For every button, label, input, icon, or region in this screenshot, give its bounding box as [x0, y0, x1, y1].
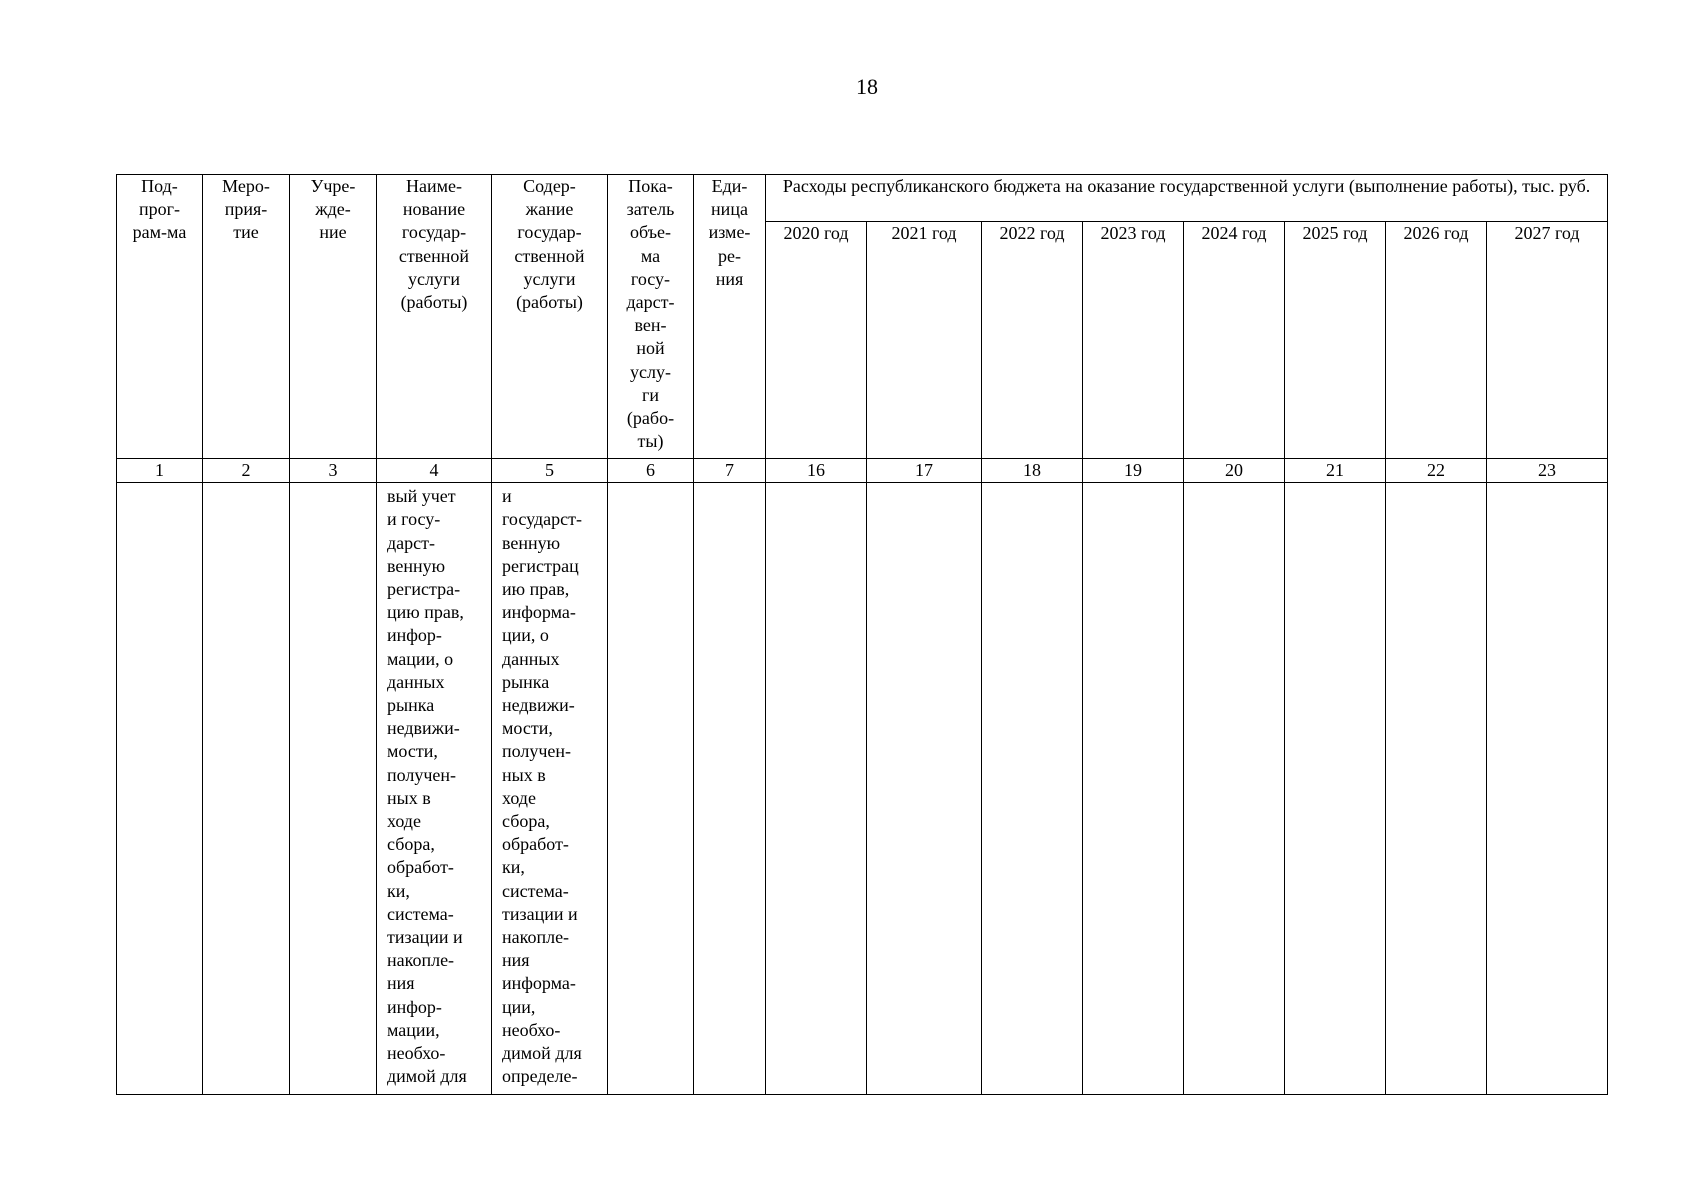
cell-text-line: венную	[387, 555, 446, 576]
cell-text-line: накопле-	[387, 950, 455, 971]
cell-text-line: мации, о	[387, 648, 454, 669]
header-uchrezhdenie	[290, 175, 377, 459]
cell-text-line: ных в	[502, 764, 546, 785]
cell-text-line: госу-	[630, 268, 671, 289]
cell-text-line: государст-	[502, 509, 582, 530]
column-number: 6	[608, 459, 694, 483]
cell-pokazatel	[608, 483, 694, 1095]
cell-text-line: димой для	[387, 1066, 467, 1087]
cell-text-line: данных	[387, 671, 445, 692]
header-soderzhanie	[492, 175, 608, 459]
cell-text-line: вый учет	[387, 486, 456, 507]
header-year-2022: 2022 год	[982, 222, 1083, 459]
cell-text-line: система-	[387, 903, 454, 924]
cell-text-line: получен-	[502, 741, 572, 762]
page-number: 18	[856, 74, 878, 99]
header-year-2024: 2024 год	[1184, 222, 1285, 459]
cell-text-line: информа-	[502, 602, 576, 623]
cell-text-line: услуги	[523, 268, 576, 289]
cell-text-line: накопле-	[502, 927, 570, 948]
cell-text-line: (работы)	[400, 292, 468, 313]
cell-text-line: обработ-	[387, 857, 454, 878]
cell-text-line: инфор-	[387, 996, 442, 1017]
column-number: 2	[203, 459, 290, 483]
cell-text-line: мости,	[502, 718, 553, 739]
cell-text-line: регистрац	[502, 555, 579, 576]
cell-text-line: мости,	[387, 741, 438, 762]
cell-year-2020	[766, 483, 867, 1095]
cell-text-line: тизации и	[387, 927, 463, 948]
column-number: 21	[1285, 459, 1386, 483]
column-number: 7	[694, 459, 766, 483]
cell-text-line: услу-	[630, 361, 671, 382]
cell-year-2024	[1184, 483, 1285, 1095]
cell-text-line: ходе	[502, 787, 536, 808]
header-year-2026: 2026 год	[1386, 222, 1487, 459]
column-number: 5	[492, 459, 608, 483]
cell-text-line: ию прав,	[502, 579, 570, 600]
cell-text-line: ственной	[514, 245, 585, 266]
cell-text-line: определе-	[502, 1066, 578, 1087]
cell-text-line: необхо-	[387, 1043, 446, 1064]
column-number: 1	[117, 459, 203, 483]
cell-text-line: государ-	[401, 222, 467, 243]
cell-text-line: вен-	[634, 315, 667, 336]
cell-text-line: услуги	[408, 268, 460, 289]
cell-year-2021	[867, 483, 982, 1095]
cell-uchrezhdenie	[290, 483, 377, 1095]
cell-text-line: объе-	[629, 222, 671, 243]
header-pokazatel	[608, 175, 694, 459]
cell-text-line: информа-	[502, 973, 576, 994]
cell-text-line: дарст-	[387, 532, 435, 553]
cell-text-line: ния	[715, 268, 744, 289]
cell-soderzhanie	[492, 483, 608, 1095]
cell-text-line: тие	[233, 222, 259, 243]
cell-text-line: ки,	[387, 880, 410, 901]
header-year-2027: 2027 год	[1487, 222, 1608, 459]
cell-text-line: Наиме-	[406, 176, 462, 196]
cell-text-line: ки,	[502, 857, 525, 878]
header-year-2023: 2023 год	[1083, 222, 1184, 459]
cell-year-2025	[1285, 483, 1386, 1095]
cell-text-line: ние	[319, 222, 347, 243]
header-year-2025: 2025 год	[1285, 222, 1386, 459]
cell-text-line: нование	[402, 199, 466, 220]
cell-text-line: (работы)	[516, 292, 583, 313]
header-expenses-title: Расходы республиканского бюджета на оказание государственной услуги (выполнение работы), тыс. руб.	[766, 175, 1608, 222]
cell-text-line: Пока-	[628, 176, 673, 196]
cell-podprogramma	[117, 483, 203, 1095]
cell-text-line: рынка	[502, 671, 550, 692]
cell-text-line: (рабо-	[626, 408, 675, 429]
cell-text-line: ции,	[502, 996, 536, 1017]
cell-text-line: ственной	[398, 245, 470, 266]
cell-text-line: рам-ма	[132, 222, 187, 243]
column-number-row	[117, 459, 1608, 483]
cell-text-line: изме-	[708, 222, 751, 243]
column-number: 23	[1487, 459, 1608, 483]
cell-text-line: димой для	[502, 1043, 582, 1064]
column-number: 19	[1083, 459, 1184, 483]
column-number: 4	[377, 459, 492, 483]
cell-text-line: цию прав,	[387, 602, 464, 623]
cell-meropriyatie	[203, 483, 290, 1095]
cell-text-line: ница	[711, 199, 748, 220]
cell-text-line: получен-	[387, 764, 457, 785]
cell-text-line: Содер-	[523, 176, 576, 196]
cell-text-line: венную	[502, 532, 561, 553]
cell-text-line: ре-	[718, 245, 741, 266]
table-row	[117, 483, 1608, 1095]
cell-text-line: прия-	[224, 199, 268, 220]
cell-text-line: ма	[640, 245, 661, 266]
cell-naimenovanie	[377, 483, 492, 1095]
cell-text-line: необхо-	[502, 1019, 561, 1040]
cell-text-line: регистра-	[387, 579, 461, 600]
cell-text-line: и	[502, 486, 512, 507]
cell-text-line: система-	[502, 880, 569, 901]
cell-text-line: ходе	[387, 811, 421, 832]
cell-text-line: жание	[525, 199, 574, 220]
header-naimenovanie	[377, 175, 492, 459]
cell-text-line: рынка	[387, 695, 435, 716]
cell-text-line: недвижи-	[387, 718, 460, 739]
cell-text-line: Еди-	[711, 176, 748, 196]
cell-text-line: ты)	[637, 431, 664, 452]
cell-text-line: сбора,	[387, 834, 435, 855]
cell-text-line: Меро-	[222, 176, 270, 196]
cell-text-line: обработ-	[502, 834, 569, 855]
column-number: 20	[1184, 459, 1285, 483]
cell-text-line: ги	[641, 384, 659, 405]
column-number: 3	[290, 459, 377, 483]
cell-text-line: Учре-	[310, 176, 356, 196]
cell-text-line: и госу-	[387, 509, 441, 530]
cell-text-line: данных	[502, 648, 560, 669]
cell-text-line: ной	[636, 338, 665, 359]
cell-year-2023	[1083, 483, 1184, 1095]
column-number: 22	[1386, 459, 1487, 483]
cell-text-line: государ-	[517, 222, 582, 243]
header-row-top	[117, 175, 1608, 222]
cell-text-line: жде-	[315, 199, 351, 220]
header-year-2020: 2020 год	[766, 222, 867, 459]
column-number: 16	[766, 459, 867, 483]
cell-text-line: мации,	[387, 1019, 440, 1040]
cell-year-2027	[1487, 483, 1608, 1095]
cell-year-2022	[982, 483, 1083, 1095]
budget-table	[116, 174, 1608, 1095]
cell-text-line: ния	[502, 950, 530, 971]
header-year-2021: 2021 год	[867, 222, 982, 459]
cell-year-2026	[1386, 483, 1487, 1095]
cell-text-line: ных в	[387, 787, 431, 808]
cell-text-line: Под-	[141, 176, 178, 196]
cell-text-line: тизации и	[502, 903, 578, 924]
header-podprogramma	[117, 175, 203, 459]
column-number: 17	[867, 459, 982, 483]
column-number: 18	[982, 459, 1083, 483]
header-edinitsa	[694, 175, 766, 459]
cell-text-line: сбора,	[502, 811, 550, 832]
cell-text-line: инфор-	[387, 625, 442, 646]
header-meropriyatie	[203, 175, 290, 459]
cell-text-line: ния	[387, 973, 415, 994]
cell-text-line: затель	[626, 199, 675, 220]
cell-text-line: дарст-	[626, 292, 675, 313]
cell-edinitsa	[694, 483, 766, 1095]
cell-text-line: ции, о	[502, 625, 549, 646]
cell-text-line: прог-	[138, 199, 180, 220]
cell-text-line: недвижи-	[502, 695, 575, 716]
